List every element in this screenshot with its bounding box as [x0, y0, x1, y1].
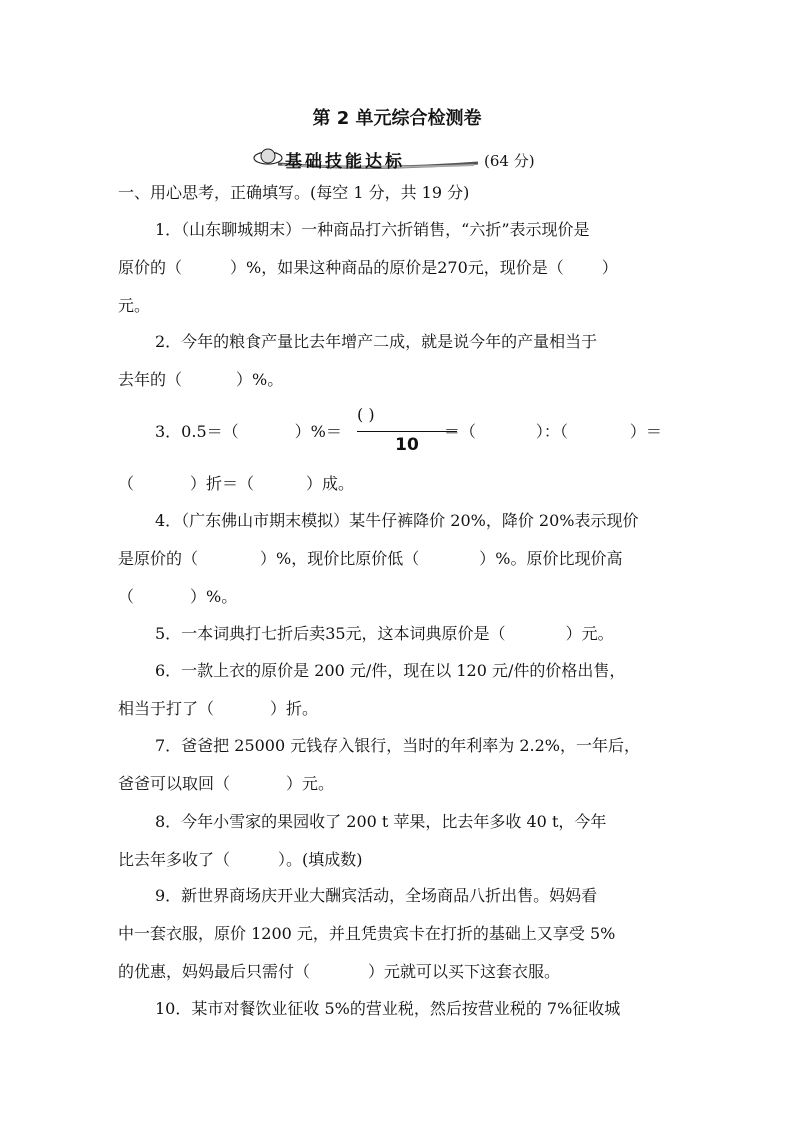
q8-line1: 8．今年小雪家的果园收了 200 t 苹果，比去年多收 40 t，今年 [155, 812, 607, 831]
q1-line1: 1．（山东聊城期末）一种商品打六折销售，“六折”表示现价是 [155, 220, 590, 239]
fraction-denominator: 10 [395, 435, 419, 455]
fraction-numerator: ( ) [357, 405, 375, 424]
q3-line1: 3．0.5＝（ ）%＝ ＝（ ）：（ ）＝ [155, 422, 662, 441]
q6-line2: 相当于打了（ ）折。 [118, 699, 319, 718]
q7-line1: 7．爸爸把 25000 元钱存入银行，当时的年利率为 2.2%，一年后， [155, 736, 640, 755]
fraction-bar [357, 431, 457, 432]
q10-line1: 10．某市对餐饮业征收 5%的营业税，然后按营业税的 7%征收城 [155, 999, 621, 1018]
q3-fraction [357, 403, 459, 459]
q1-line3: 元。 [118, 296, 151, 315]
q8-line2: 比去年多收了（ ）。(填成数) [118, 850, 363, 869]
q4-line3: （ ）%。 [118, 587, 238, 606]
page-title: 第 2 单元综合检测卷 [312, 108, 482, 129]
q9-line2: 中一套衣服，原价 1200 元，并且凭贵宾卡在打折的基础上又享受 5% [118, 924, 616, 943]
q1-line2: 原价的（ ）%，如果这种商品的原价是270元，现价是（ ） [118, 258, 618, 277]
q2-line2: 去年的（ ）%。 [118, 370, 284, 389]
banner-label: 基础技能达标 [285, 152, 405, 172]
section-heading: 一、用心思考，正确填写。(每空 1 分，共 19 分) [118, 183, 470, 202]
q9-line1: 9．新世界商场庆开业大酬宾活动，全场商品八折出售。妈妈看 [155, 886, 598, 905]
q2-line1: 2．今年的粮食产量比去年增产二成，就是说今年的产量相当于 [155, 332, 598, 351]
q3-line2: （ ）折＝（ ）成。 [118, 474, 355, 493]
q4-line1: 4．（广东佛山市期末模拟）某牛仔裤降价 20%，降价 20%表示现价 [155, 511, 639, 530]
q5-line1: 5．一本词典打七折后卖35元，这本词典原价是（ ）元。 [155, 624, 614, 643]
q9-line3: 的优惠，妈妈最后只需付（ ）元就可以买下这套衣服。 [118, 962, 561, 981]
q6-line1: 6．一款上衣的原价是 200 元/件，现在以 120 元/件的价格出售， [155, 661, 626, 680]
q7-line2: 爸爸可以取回（ ）元。 [118, 774, 335, 793]
q4-line2: 是原价的（ ）%，现价比原价低（ ）%。原价比现价高 [118, 549, 623, 568]
banner-score: (64 分) [484, 152, 535, 170]
